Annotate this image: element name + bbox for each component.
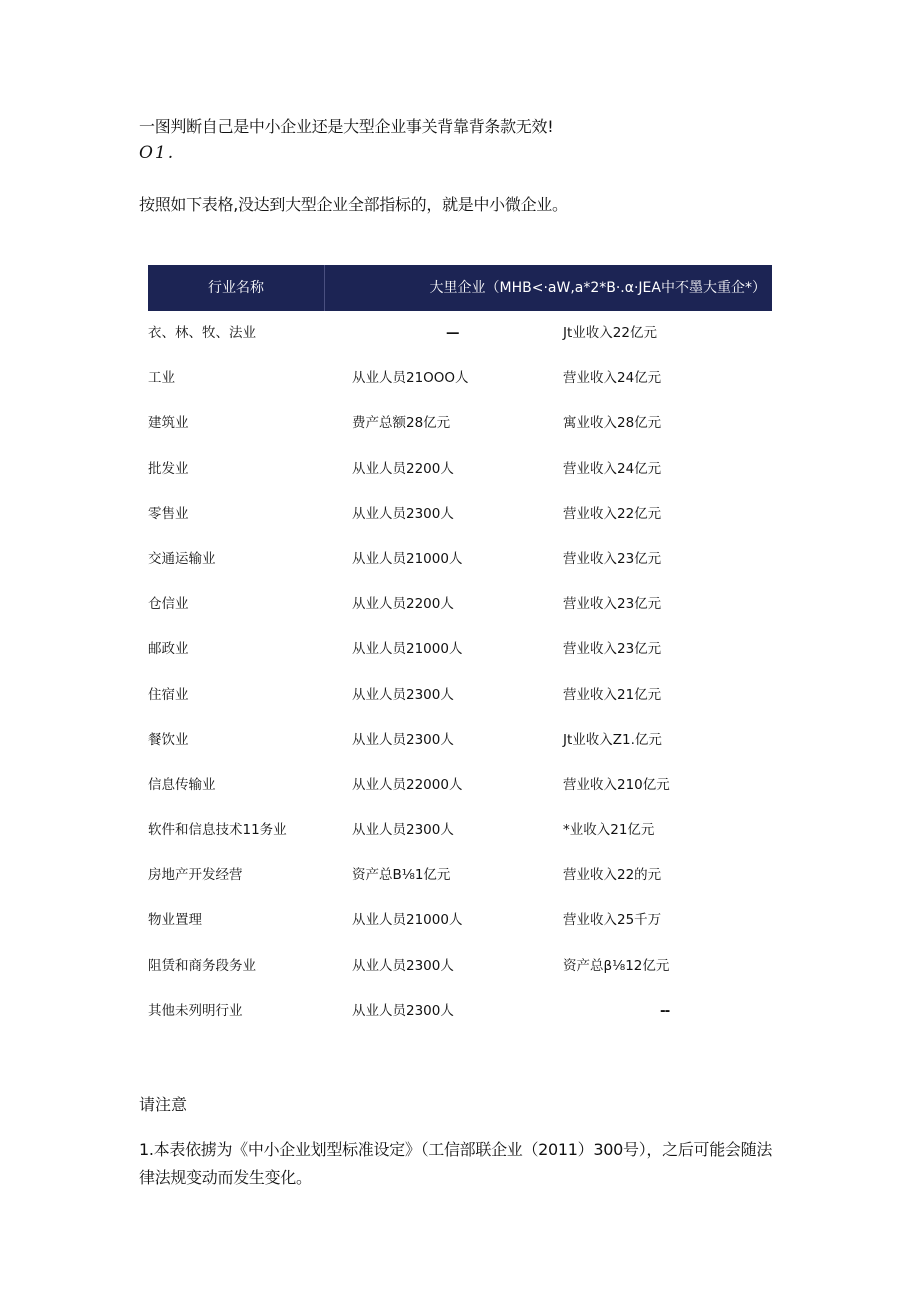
industry-name-cell: 房地产开发经营 xyxy=(148,867,243,884)
table-row xyxy=(148,989,772,1034)
threshold-cell-1: 从业人员2300人 xyxy=(352,1002,454,1019)
threshold-cell-2: 营业收入23亿元 xyxy=(563,596,662,613)
industry-name-cell: 零售业 xyxy=(148,505,189,522)
notes-body: 1.本表依掳为《中小企业划型标准设定》（工信部联企业（2011）300号），之后可能会随法律法规变动而发生变化。 xyxy=(139,1140,773,1187)
threshold-cell-1: 从业人员2300人 xyxy=(352,686,454,703)
table-row xyxy=(148,898,772,943)
threshold-cell-2: *业收入21亿元 xyxy=(563,822,655,839)
threshold-cell-1: 从业人员2300人 xyxy=(352,822,454,839)
threshold-cell-1: 从业人员2300人 xyxy=(352,957,454,974)
header-industry-name: 行业名称 xyxy=(148,265,325,311)
table-row xyxy=(148,718,772,763)
threshold-cell-1: 从业人员2300人 xyxy=(352,731,454,748)
table-row xyxy=(148,627,772,672)
table-row xyxy=(148,401,772,446)
threshold-cell-1: 从业人员22000人 xyxy=(352,776,463,793)
document-title: 一图判断自己是中小企业还是大型企业事关背靠背条款无效! xyxy=(139,117,554,136)
enterprise-size-table xyxy=(148,265,772,1034)
threshold-cell-2: 营业收入210亿元 xyxy=(563,776,670,793)
threshold-cell-2: 营业收入23亿元 xyxy=(563,550,662,567)
threshold-cell-2: 营业收入24亿元 xyxy=(563,460,662,477)
industry-name-cell: 阻赁和商务段务业 xyxy=(148,957,256,974)
threshold-cell-2: 营业收入25千万 xyxy=(563,912,662,929)
table-row xyxy=(148,582,772,627)
industry-name-cell: 信息传输业 xyxy=(148,776,216,793)
threshold-cell-1: 从业人员21000人 xyxy=(352,641,463,658)
industry-name-cell: 仓信业 xyxy=(148,596,189,613)
threshold-cell-2: Jt业收入Z1.亿元 xyxy=(563,731,662,748)
industry-name-cell: 餐饮业 xyxy=(148,731,189,748)
industry-name-cell: 住宿业 xyxy=(148,686,189,703)
industry-name-cell: 衣、林、牧、法业 xyxy=(148,325,256,341)
table-row xyxy=(148,492,772,537)
table-row xyxy=(148,447,772,492)
industry-name-cell: 批发业 xyxy=(148,460,189,477)
threshold-cell-1: 费产总额28亿元 xyxy=(352,415,451,432)
industry-name-cell: 其他未列明行业 xyxy=(148,1002,243,1019)
table-row xyxy=(148,763,772,808)
threshold-cell-2: 营业收入22亿元 xyxy=(563,505,662,522)
table-row xyxy=(148,853,772,898)
threshold-cell-2: -- xyxy=(660,1002,670,1019)
threshold-cell-1: 从业人员2200人 xyxy=(352,460,454,477)
threshold-cell-2: 寓业收入28亿元 xyxy=(563,415,662,432)
threshold-cell-2: 营业收入23亿元 xyxy=(563,641,662,658)
threshold-cell-1: 从业人员2300人 xyxy=(352,505,454,522)
industry-name-cell: 物业置理 xyxy=(148,912,202,929)
header-large-enterprise: 大里企业（MHB<·aW,a*2*B·.α·JEA中不墨大重企*） xyxy=(429,280,766,296)
threshold-cell-1: — xyxy=(446,325,460,341)
threshold-cell-1: 资产总B⅛1亿元 xyxy=(352,867,451,884)
threshold-cell-1: 从业人员21000人 xyxy=(352,912,463,929)
industry-name-cell: 软件和信息技术11务业 xyxy=(148,822,287,839)
threshold-cell-2: 营业收入21亿元 xyxy=(563,686,662,703)
industry-name-cell: 建筑业 xyxy=(148,415,189,432)
threshold-cell-2: 资产总β⅛12亿元 xyxy=(563,957,670,974)
table-header xyxy=(148,265,772,311)
table-row xyxy=(148,673,772,718)
notes-title: 请注意 xyxy=(139,1095,188,1114)
table-row xyxy=(148,356,772,401)
table-row xyxy=(148,944,772,989)
industry-name-cell: 交通运输业 xyxy=(148,550,216,567)
table-row xyxy=(148,808,772,853)
table-row xyxy=(148,537,772,582)
table-body xyxy=(148,311,772,1034)
threshold-cell-1: 从业人员21OOO人 xyxy=(352,370,469,387)
threshold-cell-1: 从业人员21000人 xyxy=(352,550,463,567)
table-row xyxy=(148,311,772,356)
threshold-cell-2: 营业收入24亿元 xyxy=(563,370,662,387)
threshold-cell-1: 从业人员2200人 xyxy=(352,596,454,613)
industry-name-cell: 工业 xyxy=(148,370,175,387)
threshold-cell-2: Jt业收入22亿元 xyxy=(563,325,657,341)
industry-name-cell: 邮政业 xyxy=(148,641,189,658)
document-subtitle: O1. xyxy=(139,143,176,163)
threshold-cell-2: 营业收入22的元 xyxy=(563,867,662,884)
intro-paragraph: 按照如下表格,没达到大型企业全部指标的，就是中小微企业。 xyxy=(139,195,568,214)
